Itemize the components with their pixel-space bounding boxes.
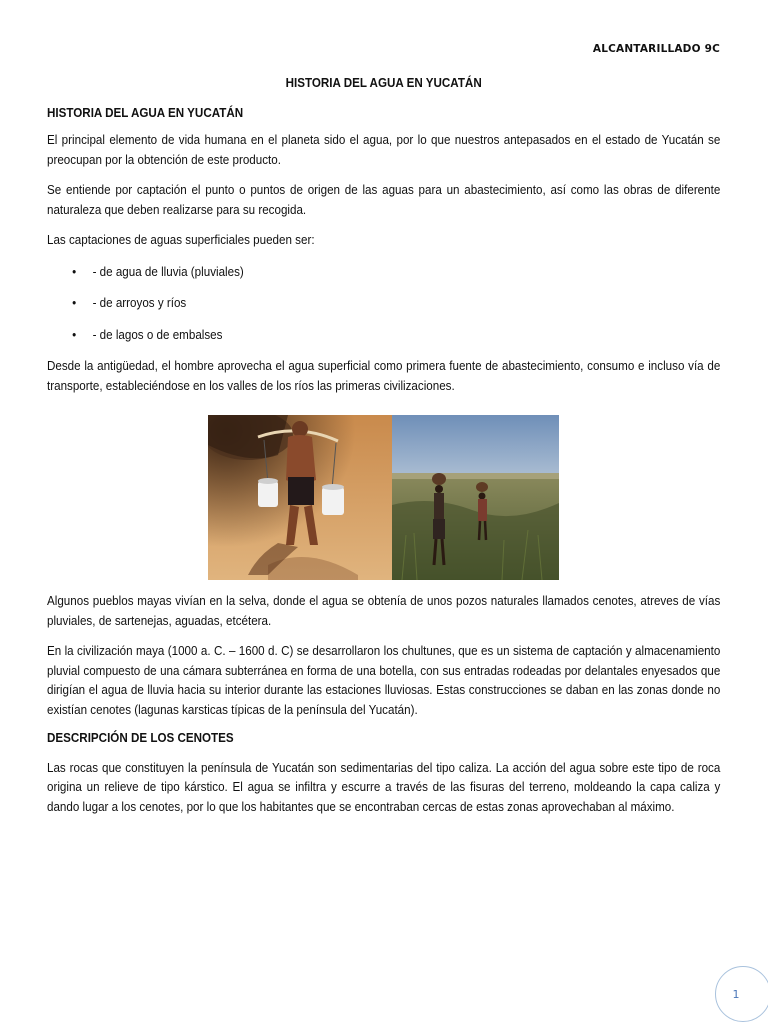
paragraph-4: Desde la antigüedad, el hombre aprovecha el agua superficial como primera fuente de abastecimiento, consumo e incluso vía de transporte, estableciéndose en los valles de los ríos las primeras civilizaciones. (47, 359, 721, 393)
paragraph-6: En la civilización maya (1000 a. C. – 1600 d. C) se desarrollaron los chultunes, que es un sistema de captación y almacenamiento pluvial compuesto de una cámara subterránea en forma de una botella, con sus entradas rodeadas por delantales enyesados que dirigían el agua de lluvia hacia su interior durante las estaciones lluviosas. Estas construcciones se daban en las zonas donde no existían cenotes (lagunas karsticas típicas de la península del Yucatán). (47, 644, 721, 717)
section-heading-cenotes: DESCRIPCIÓN DE LOS CENOTES (47, 731, 234, 745)
page-number-badge (715, 966, 768, 1022)
paragraph-2: Se entiende por captación el punto o puntos de origen de las aguas para un abastecimiento, así como las obras de diferente naturaleza que deben realizarse para su recogida. (47, 183, 721, 217)
bullet-icon: • (72, 327, 77, 342)
page-number: 1 (732, 987, 740, 1001)
list-item (47, 294, 720, 314)
paragraph-5: Algunos pueblos mayas vivían en la selva, donde el agua se obtenía de unos pozos naturales llamados cenotes, atreves de vías pluviales, de sartenejas, aguadas, etcétera. (47, 594, 721, 628)
section-heading-historia: HISTORIA DEL AGUA EN YUCATÁN (47, 105, 244, 120)
bullet-icon: • (72, 264, 77, 279)
list-item (47, 263, 720, 283)
list-item-text: - de arroyos y ríos (92, 296, 187, 310)
water-carrier-photo (208, 415, 392, 580)
document-body-upper (47, 74, 721, 407)
women-carrying-pots-photo (392, 415, 559, 580)
paragraph-7: Las rocas que constituyen la península de Yucatán son sedimentarias del tipo caliza. La acción del agua sobre este tipo de roca origina un relieve de tipo kárstico. El agua se infiltra y escurre a través de las fisuras del terreno, moldeando la capa caliza y dando lugar a los cenotes, por lo que los habitantes que se encontraban cercas de estas zonas aprovechaban al máximo. (47, 760, 721, 814)
photo-row (208, 415, 559, 580)
bullet-icon: • (72, 296, 77, 310)
list-item (47, 326, 720, 346)
document-title: HISTORIA DEL AGUA EN YUCATÁN (285, 76, 482, 90)
document-header-code: ALCANTARILLADO 9C (592, 43, 720, 55)
list-item-text: - de agua de lluvia (pluviales) (92, 264, 244, 279)
bullet-list (47, 263, 720, 346)
paragraph-3: Las captaciones de aguas superficiales pueden ser: (47, 233, 315, 247)
document-body-lower (47, 592, 721, 828)
paragraph-1: El principal elemento de vida humana en el planeta sido el agua, por lo que nuestros antepasados en el estado de Yucatán se preocupan por la obtención de este producto. (47, 133, 721, 167)
list-item-text: - de lagos o de embalses (92, 327, 223, 342)
